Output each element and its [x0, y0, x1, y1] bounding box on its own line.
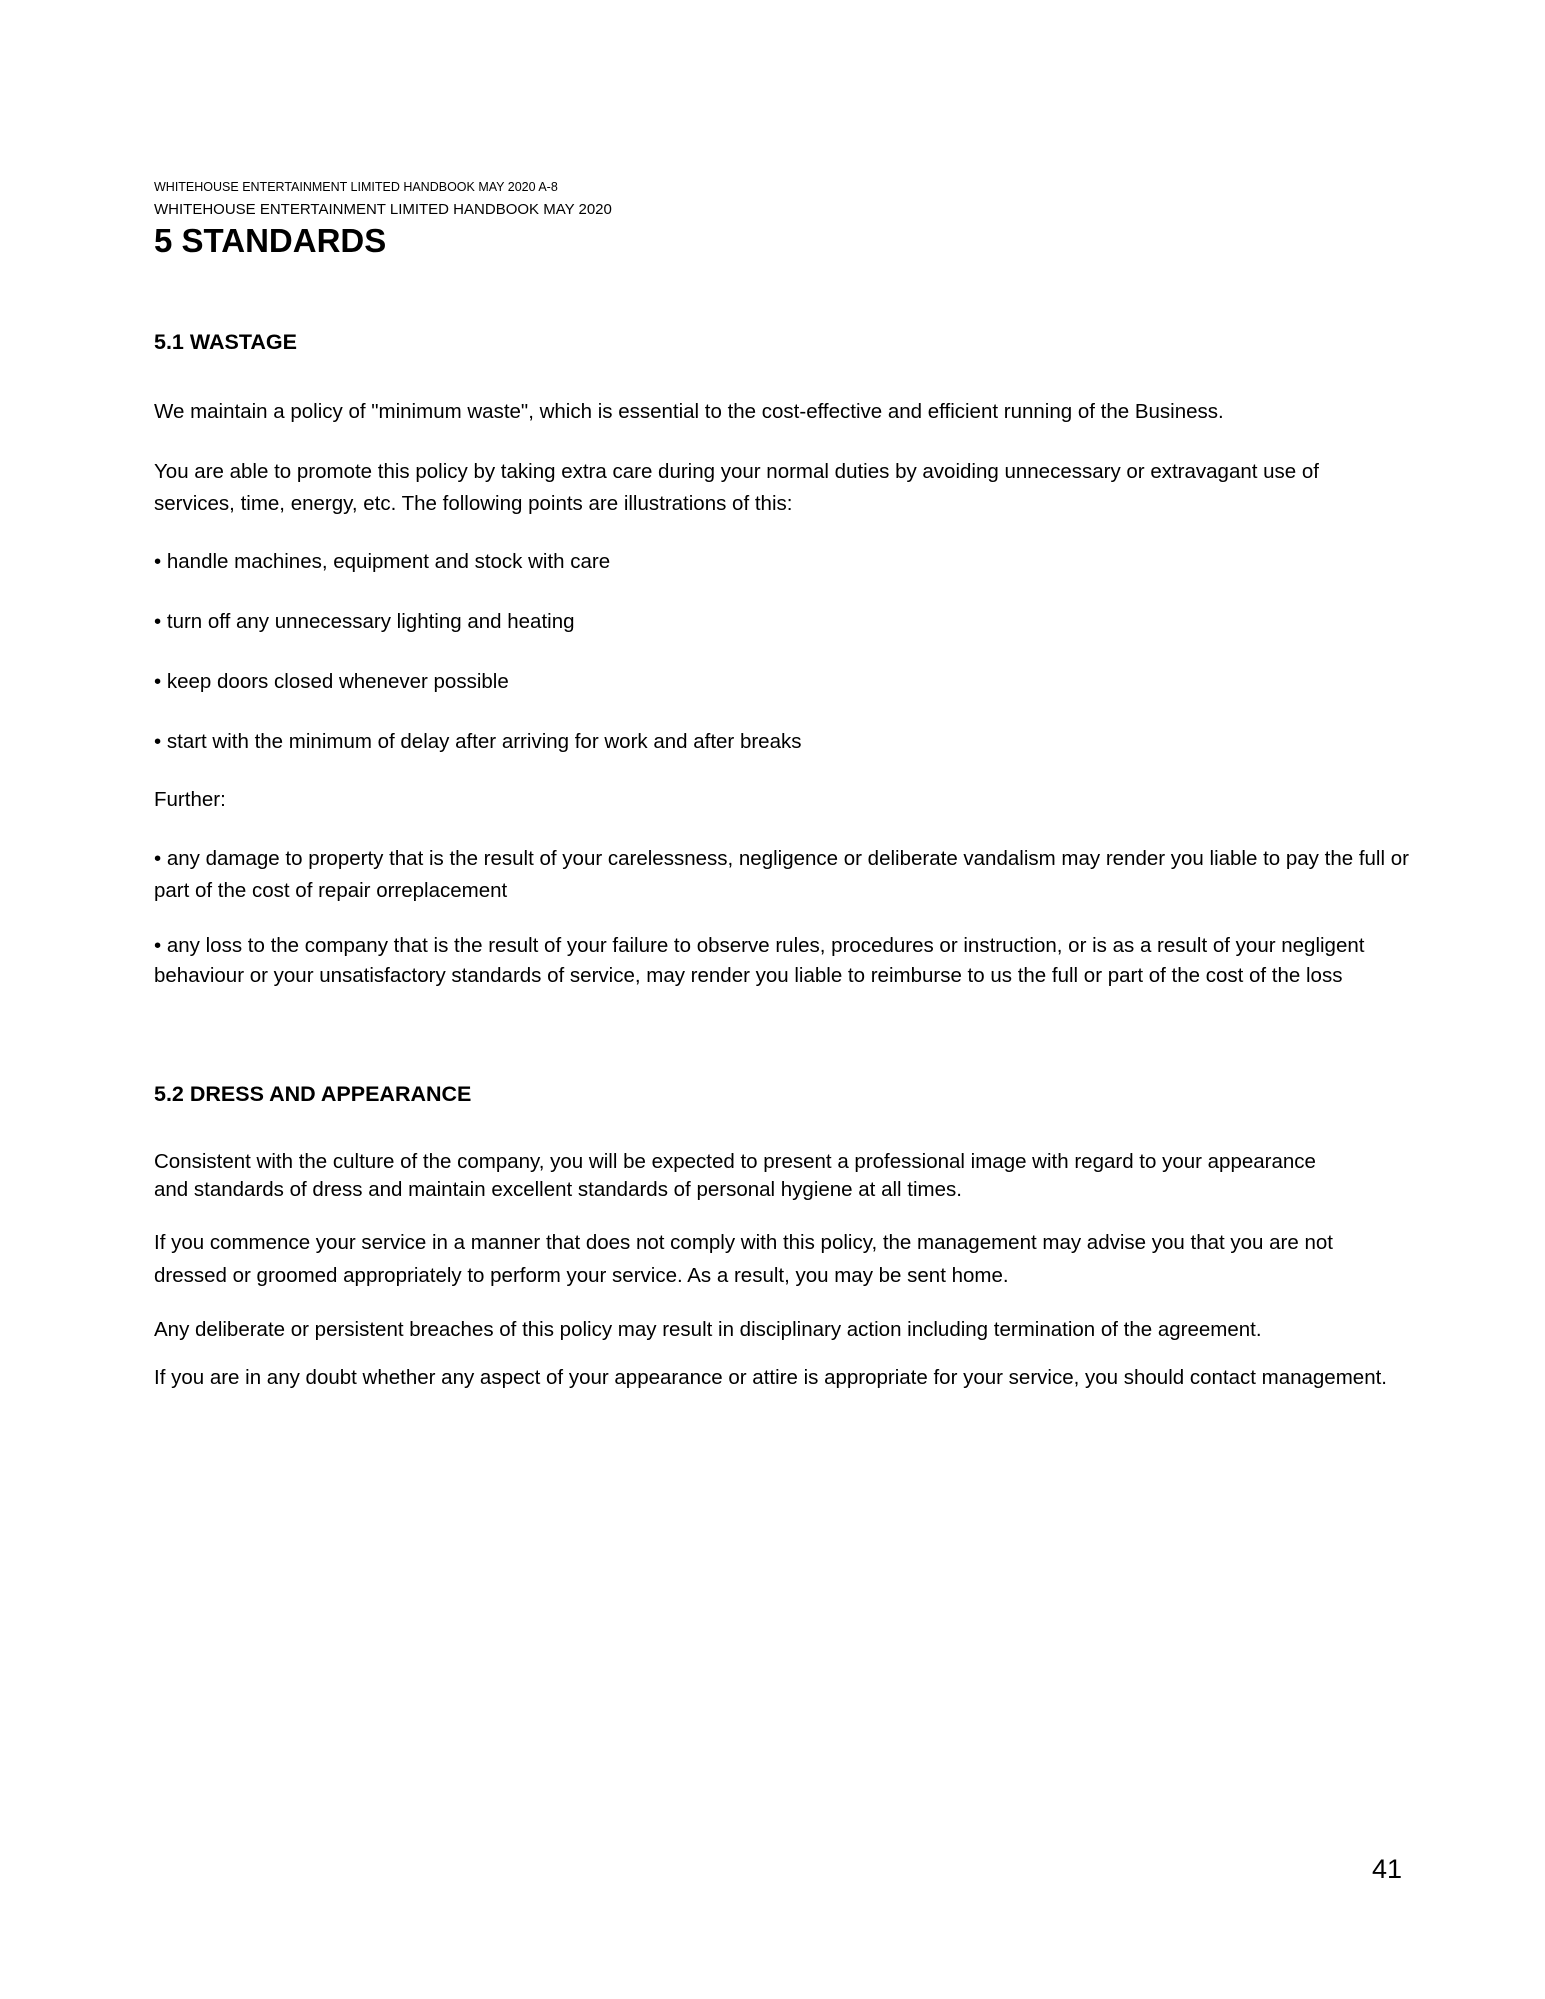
list-item: • start with the minimum of delay after arriving for work and after breaks	[154, 730, 802, 753]
section-heading-dress-and-appearance: 5.2 DRESS AND APPEARANCE	[154, 1082, 472, 1106]
list-item: • keep doors closed whenever possible	[154, 670, 509, 693]
list-item: • any damage to property that is the result of your carelessness, negligence or deliberate vandalism may render you liable to pay the full or part of the cost of repair orreplacement	[154, 847, 1409, 902]
section-heading-wastage: 5.1 WASTAGE	[154, 330, 297, 354]
paragraph: If you are in any doubt whether any aspect of your appearance or attire is appropriate for your service, you should contact management.	[154, 1366, 1387, 1389]
running-header-line-1: WHITEHOUSE ENTERTAINMENT LIMITED HANDBOOK MAY 2020 A-8	[154, 180, 558, 194]
paragraph: Consistent with the culture of the company, you will be expected to present a professional image with regard to your appearance and standards of dress and maintain excellent standards of personal hygiene at all times.	[154, 1150, 1316, 1201]
chapter-title: 5 STANDARDS	[154, 222, 387, 259]
list-item: • turn off any unnecessary lighting and heating	[154, 610, 575, 633]
list-item: • any loss to the company that is the result of your failure to observe rules, procedures or instruction, or is as a result of your negligent behaviour or your unsatisfactory standards of service, may render you liable to reimburse to us the full or part of the cost of the loss	[154, 934, 1365, 987]
running-header-line-2: WHITEHOUSE ENTERTAINMENT LIMITED HANDBOOK MAY 2020	[154, 201, 612, 218]
paragraph: Any deliberate or persistent breaches of this policy may result in disciplinary action including termination of the agreement.	[154, 1318, 1262, 1341]
list-item: • handle machines, equipment and stock with care	[154, 550, 611, 573]
further-label: Further:	[154, 788, 226, 811]
page-number: 41	[1372, 1854, 1403, 1884]
paragraph: You are able to promote this policy by taking extra care during your normal duties by avoiding unnecessary or extravagant use of services, time, energy, etc. The following points are illustrations of this:	[154, 460, 1319, 515]
paragraph: If you commence your service in a manner that does not comply with this policy, the management may advise you that you are not dressed or groomed appropriately to perform your service. As a result, you may be sent home.	[154, 1231, 1333, 1287]
paragraph: We maintain a policy of "minimum waste", which is essential to the cost-effective and efficient running of the Business.	[154, 400, 1224, 423]
